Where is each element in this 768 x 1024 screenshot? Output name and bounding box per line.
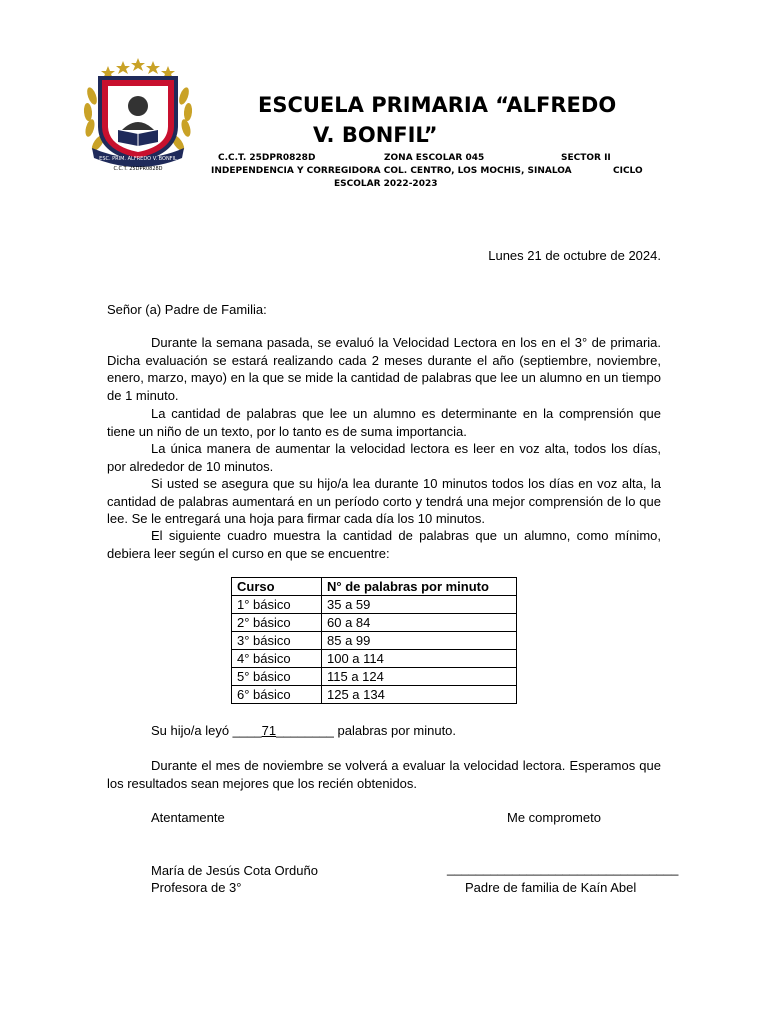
table-row — [232, 614, 517, 632]
table-cell-curso: 3° básico — [232, 632, 322, 650]
table-cell-curso: 2° básico — [232, 614, 322, 632]
paragraph-1: Durante la semana pasada, se evaluó la Velocidad Lectora en los en el 3° de primaria. Dicha evaluación se estará realizando cada 2 meses durante el año (septiembre, noviembre, enero, marzo, mayo) en la que se mide la cantidad de palabras que lee un alumno en un tiempo de 1 minuto. — [107, 335, 661, 403]
paragraph-2: La cantidad de palabras que lee un alumno es determinante en la comprensión que tiene un niño de un texto, por lo tanto es de suma importancia. — [107, 406, 661, 439]
table-header-palabras: N° de palabras por minuto — [322, 578, 517, 596]
paragraph-4: Si usted se asegura que su hijo/a lea durante 10 minutos todos los días en voz alta, la cantidad de palabras aumentará en un período corto y tendrá una mejor comprensión de lo que lee. Se le entregará una hoja para firmar cada día los 10 minutos. — [107, 476, 661, 527]
paragraph-3: La única manera de aumentar la velocidad lectora es leer en voz alta, todos los días, por alrededor de 10 minutos. — [107, 441, 661, 474]
address: INDEPENDENCIA Y CORREGIDORA COL. CENTRO, LOS MOCHIS, SINALOA — [211, 166, 572, 176]
reading-speed-table — [231, 577, 517, 704]
ciclo-label: CICLO — [613, 166, 643, 176]
table-cell-curso: 6° básico — [232, 686, 322, 704]
table-cell-curso: 4° básico — [232, 650, 322, 668]
zona-escolar: ZONA ESCOLAR 045 — [384, 153, 485, 163]
cct-code: C.C.T. 25DPR0828D — [218, 153, 316, 163]
table-cell-palabras: 125 a 134 — [322, 686, 517, 704]
signature-line: ________________________________ — [447, 861, 679, 876]
closing-me-comprometo: Me comprometo — [507, 810, 601, 825]
logo-banner-text: ESC. PRIM. ALFREDO V. BONFIL — [99, 156, 177, 162]
school-title-line2: V. BONFIL” — [313, 123, 438, 147]
school-logo — [78, 56, 198, 174]
closing-paragraph: Durante el mes de noviembre se volverá a evaluar la velocidad lectora. Esperamos que los resultados sean mejores que los recién obtenidos. — [107, 758, 661, 791]
words-per-minute-value: 71 — [261, 723, 277, 738]
school-title-line1: ESCUELA PRIMARIA “ALFREDO — [258, 93, 617, 117]
teacher-name: María de Jesús Cota Orduño — [151, 863, 318, 878]
table-row — [232, 668, 517, 686]
table-cell-curso: 1° básico — [232, 596, 322, 614]
table-row — [232, 650, 517, 668]
logo-cct-text: C.C.T. 25DPR0828D — [113, 166, 163, 172]
table-cell-curso: 5° básico — [232, 668, 322, 686]
closing-atentamente: Atentamente — [151, 810, 225, 825]
parent-label: Padre de familia de Kaín Abel — [465, 880, 637, 895]
table-row — [232, 632, 517, 650]
greeting: Señor (a) Padre de Familia: — [107, 302, 267, 317]
table-cell-palabras: 100 a 114 — [322, 650, 517, 668]
table-row — [232, 596, 517, 614]
table-cell-palabras: 85 a 99 — [322, 632, 517, 650]
paragraph-5: El siguiente cuadro muestra la cantidad de palabras que un alumno, como mínimo, debiera leer según el curso en que se encuentre: — [107, 528, 661, 561]
table-cell-palabras: 35 a 59 — [322, 596, 517, 614]
sector: SECTOR II — [561, 153, 611, 163]
letter-date: Lunes 21 de octubre de 2024. — [488, 248, 661, 263]
table-header-row — [232, 578, 517, 596]
result-line: Su hijo/a leyó ____71________ palabras por minuto. — [151, 723, 457, 738]
table-header-curso: Curso — [232, 578, 322, 596]
stars-icon — [101, 58, 175, 79]
ciclo-value: ESCOLAR 2022-2023 — [334, 179, 438, 189]
teacher-role: Profesora de 3° — [151, 880, 242, 895]
table-row — [232, 686, 517, 704]
table-cell-palabras: 60 a 84 — [322, 614, 517, 632]
table-cell-palabras: 115 a 124 — [322, 668, 517, 686]
